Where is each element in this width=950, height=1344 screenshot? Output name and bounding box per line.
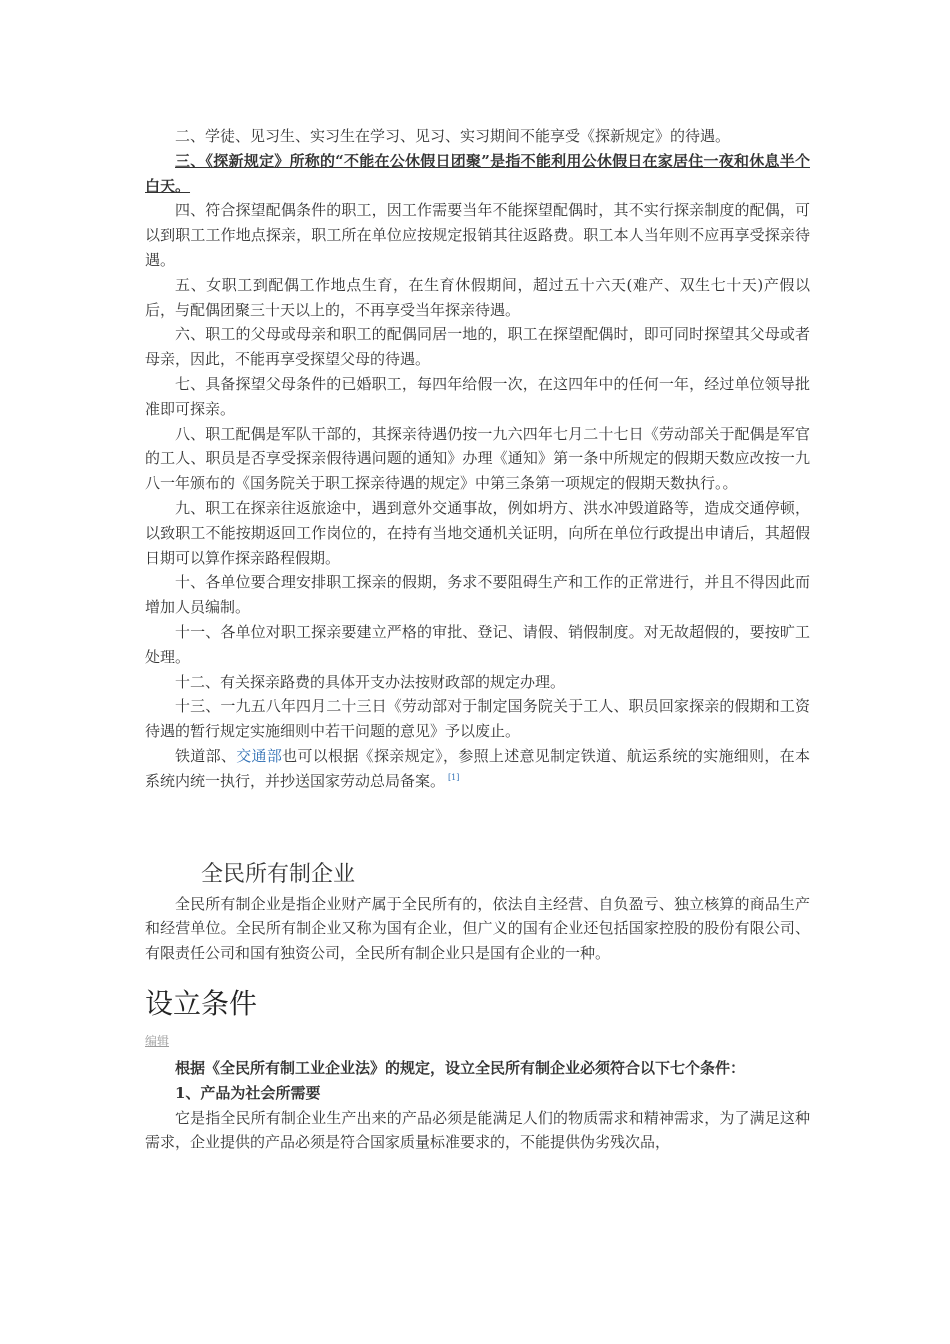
paragraph-6: 六、职工的父母或母亲和职工的配偶同居一地的，职工在探望配偶时，即可同时探望其父母或者母亲，因此，不能再享受探望父母的待遇。: [145, 325, 810, 369]
edit-link[interactable]: 编辑: [145, 1033, 170, 1048]
paragraph-10: 十、各单位要合理安排职工探亲的假期，务求不要阻碍生产和工作的正常进行，并且不得因此而增加人员编制。: [145, 573, 810, 617]
paragraph-11: 十一、各单位对职工探亲要建立严格的审批、登记、请假、销假制度。对无故超假的，要按旷工处理。: [145, 622, 810, 666]
section-paragraph: 全民所有制企业是指企业财产属于全民所有的，依法自主经营、自负盈亏、独立核算的商品生产和经营单位。全民所有制企业又称为国有企业，但广义的国有企业还包括国家控股的股份有限公司、有限责任公司和国有独资公司，全民所有制企业只是国有企业的一种。: [145, 894, 810, 963]
section-title: 全民所有制企业: [201, 861, 356, 887]
paragraph-13: 十三、一九五八年四月二十三日《劳动部对于制定国务院关于工人、职员回家探亲的假期和工资待遇的暂行规定实施细则中若干问题的意见》予以废止。: [145, 697, 810, 741]
spacer: [145, 794, 810, 860]
rail-text-after: 也可以根据《探亲规定》，参照上述意见制定铁道、航运系统的实施细则，在本系统内统一执行，并抄送国家劳动总局备案。: [145, 746, 810, 790]
condition-item-1: 1、产品为社会所需要: [175, 1083, 321, 1102]
paragraph-12: 十二、有关探亲路费的具体开支办法按财政部的规定办理。: [175, 672, 566, 691]
conditions-heading: 设立条件: [145, 986, 258, 1020]
conditions-intro: 根据《全民所有制工业企业法》的规定，设立全民所有制企业必须符合以下七个条件：: [175, 1058, 746, 1077]
paragraph-2: 二、学徒、见习生、实习生在学习、见习、实习期间不能享受《探新规定》的待遇。: [175, 127, 731, 145]
condition-item-1-text: 它是指全民所有制企业生产出来的产品必须是能满足人们的物质需求和精神需求，为了满足这种需求，企业提供的产品必须是符合国家质量标准要求的，不能提供伪劣残次品，: [145, 1108, 810, 1152]
paragraph-4: 四、符合探望配偶条件的职工，因工作需要当年不能探望配偶时，其不实行探亲制度的配偶，可以到职工工作地点探亲，职工所在单位应按规定报销其往返路费。职工本人当年则不应再享受探亲待遇。: [145, 201, 810, 269]
paragraph-3: 三、《探新规定》所称的“不能在公休假日团聚”是指不能利用公休假日在家居住一夜和休息半个白天。: [145, 151, 810, 195]
transport-ministry-link[interactable]: 交通部: [236, 746, 283, 765]
paragraph-5: 五、女职工到配偶工作地点生育，在生育休假期间，超过五十六天(难产、双生七十天)产假以后，与配偶团聚三十天以上的，不再享受当年探亲待遇。: [145, 275, 810, 319]
paragraph-9: 九、职工在探亲往返旅途中，遇到意外交通事故，例如坍方、洪水冲毁道路等，造成交通停顿，以致职工不能按期返回工作岗位的，在持有当地交通机关证明，向所在单位行政提出申请后，其超假日期可以算作探亲路程假期。: [145, 498, 810, 567]
document-body: [145, 124, 810, 1155]
paragraph-rail: [145, 744, 810, 794]
rail-text-before: 铁道部、: [175, 746, 237, 765]
paragraph-7: 七、具备探望父母条件的已婚职工，每四年给假一次，在这四年中的任何一年，经过单位领导批准即可探亲。: [145, 374, 810, 418]
paragraph-8: 八、职工配偶是军队干部的，其探亲待遇仍按一九六四年七月二十七日《劳动部关于配偶是军官的工人、职员是否享受探亲假待遇问题的通知》办理《通知》第一条中所规定的假期天数应改按一九八一年颁布的《国务院关于职工探亲待遇的规定》中第三条第一项规定的假期天数执行。。: [145, 424, 810, 493]
reference-link[interactable]: [1]: [448, 772, 460, 782]
